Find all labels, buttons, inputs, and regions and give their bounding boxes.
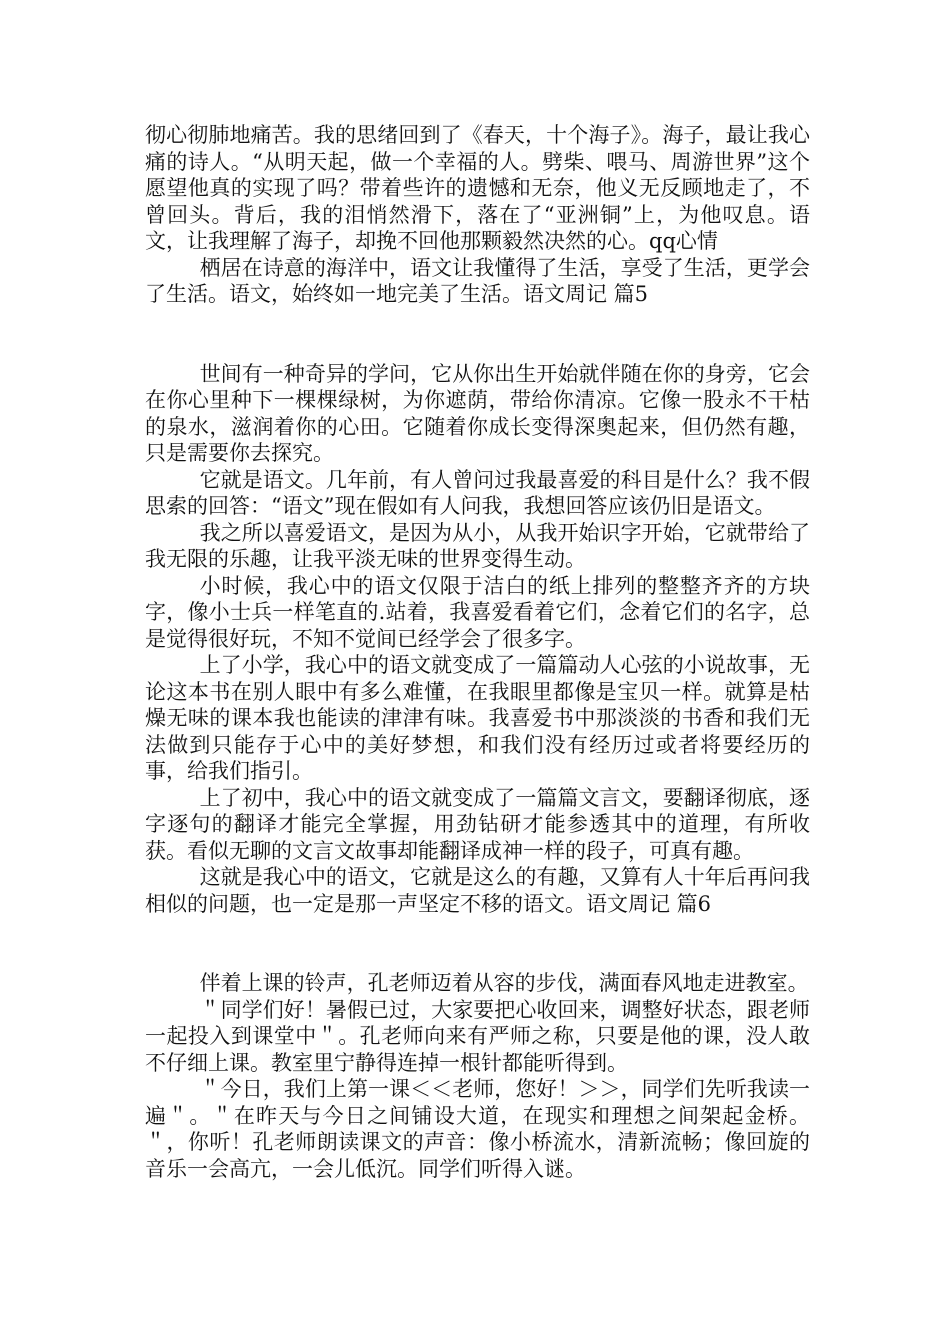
paragraph-first-lesson: ＂今日，我们上第一课＜＜老师，您好！＞＞，同学们先听我读一遍＂。＂在昨天与今日之间铺设大道，在现实和理想之间架起金桥。＂，你听！孔老师朗读课文的声音：像小桥流水，清新流畅；像回旋的音乐一会高亢，一会儿低沉。同学们听得入谜。 (145, 1077, 810, 1181)
paragraph-why-love: 我之所以喜爱语文，是因为从小，从我开始识字开始，它就带给了我无限的乐趣，让我平淡无味的世界变得生动。 (145, 520, 810, 571)
paragraph-childhood: 小时候，我心中的语文仅限于洁白的纸上排列的整整齐齐的方块字，像小士兵一样笔直的.站着，我喜爱看着它们，念着它们的名字，总是觉得很好玩，不知不觉间已经学会了很多字。 (145, 573, 810, 651)
paragraph-haizi: 彻心彻肺地痛苦。我的思绪回到了《春天，十个海子》。海子，最让我心痛的诗人。“从明天起，做一个幸福的人。劈柴、喂马、周游世界”这个愿望他真的实现了吗？带着些许的遗憾和无奈，他义无反顾地走了，不曾回头。背后，我的泪悄然滑下，落在了“亚洲铜”上，为他叹息。语文，让我理解了海子，却挽不回他那颗毅然决然的心。qq心情 (145, 123, 810, 253)
section-gap (145, 308, 810, 361)
section-gap (145, 917, 810, 970)
paragraph-poetic-ocean: 栖居在诗意的海洋中，语文让我懂得了生活，享受了生活，更学会了生活。语文，始终如一地完美了生活。语文周记 篇5 (145, 255, 810, 306)
paragraph-class-bell: 伴着上课的铃声，孔老师迈着从容的步伐，满面春风地走进教室。 (199, 971, 809, 995)
paragraph-primary-school: 上了小学，我心中的语文就变成了一篇篇动人心弦的小说故事，无论这本书在别人眼中有多么难懂，在我眼里都像是宝贝一样。就算是枯燥无味的课本我也能读的津津有味。我喜爱书中那淡淡的书香和我们无法做到只能存于心中的美好梦想，和我们没有经历过或者将要经历的事，给我们指引。 (145, 653, 810, 783)
paragraph-conclusion: 这就是我心中的语文，它就是这么的有趣，又算有人十年后再问我相似的问题，也一定是那一声坚定不移的语文。语文周记 篇6 (145, 865, 810, 916)
paragraph-greeting: ＂同学们好！暑假已过，大家要把心收回来，调整好状态，跟老师一起投入到课堂中＂。孔老师向来有严师之称，只要是他的课，没人敢不仔细上课。教室里宁静得连掉一根针都能听得到。 (145, 997, 810, 1075)
paragraph-junior-high: 上了初中，我心中的语文就变成了一篇篇文言文，要翻译彻底，逐字逐句的翻译才能完全掌握，用劲钻研才能参透其中的道理，有所收获。看似无聊的文言文故事却能翻译成神一样的段子，可真有趣。 (145, 785, 810, 863)
paragraph-it-is-chinese: 它就是语文。几年前，有人曾问过我最喜爱的科目是什么？我不假思索的回答：“语文”现在假如有人问我，我想回答应该仍旧是语文。 (145, 467, 810, 518)
paragraph-strange-learning: 世间有一种奇异的学问，它从你出生开始就伴随在你的身旁，它会在你心里种下一棵棵绿树，为你遮荫，带给你清凉。它像一股永不干枯的泉水，滋润着你的心田。它随着你成长变得深奥起来，但仍然有趣，只是需要你去探究。 (145, 361, 810, 465)
document-body (145, 122, 810, 1182)
